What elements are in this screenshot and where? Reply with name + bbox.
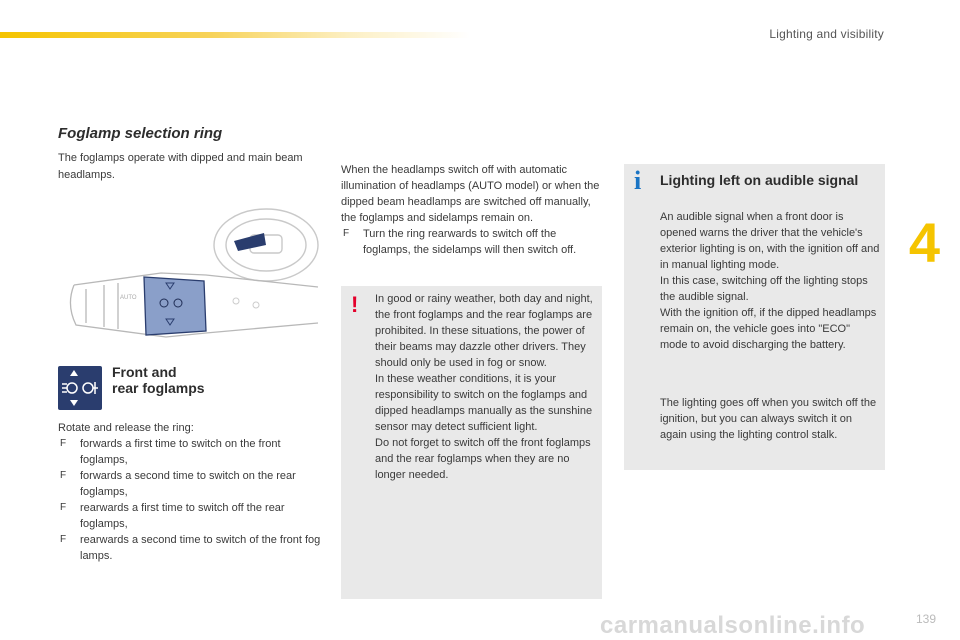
list-item: F forwards a second time to switch on the rear foglamps, <box>60 470 296 498</box>
warning-exclamation-icon: ! <box>351 292 359 317</box>
warning-text: In good or rainy weather, both day and night, the front foglamps and the rear foglamps are prohibited. In these situations, the power of their beams may dazzle other drivers. They should only be used in fog or snow. In these weather conditions, it is your responsibility to switch on the foglamps and dipped headlamps manually as the sunshine sensor may detect sufficient light. Do not forget to switch off the front foglamps and the rear foglamps when they are no longer needed. <box>375 293 593 481</box>
list-item: F forwards a first time to switch on the front foglamps, <box>60 438 281 466</box>
list-item: F rearwards a second time to switch of the front fog lamps. <box>60 534 321 562</box>
section-heading: Foglamp selection ring <box>58 125 223 142</box>
list-item: F rearwards a first time to switch off the rear foglamps, <box>60 502 285 530</box>
bullet-icon: F <box>343 228 350 239</box>
info-heading: Lighting left on audible signal <box>660 172 859 188</box>
auto-headlamp-note <box>341 162 603 258</box>
info-icon: i <box>634 166 642 195</box>
section-intro: The foglamps operate with dipped and main beam headlamps. <box>58 152 303 181</box>
bullet-icon: F <box>60 502 67 513</box>
bullet-icon: F <box>60 438 67 449</box>
stalk-label-auto: AUTO <box>120 295 137 301</box>
rotate-instruction: Rotate and release the ring: <box>58 422 194 434</box>
header-accent-bar <box>0 32 470 38</box>
info-box <box>624 164 885 470</box>
chapter-title: Lighting and visibility <box>769 27 884 41</box>
watermark: carmanualsonline.info <box>600 612 866 639</box>
front-rear-foglamps-heading: Front and rear foglamps <box>112 364 205 396</box>
front-rear-foglamp-icon <box>58 366 102 410</box>
light-stalk-illustration <box>56 205 322 353</box>
page-number: 139 <box>915 612 936 626</box>
bullet-icon: F <box>60 470 67 481</box>
list-item: F Turn the ring rearwards to switch off the foglamps, the sidelamps will then switch off. <box>343 228 577 256</box>
foglamp-steps-list <box>58 436 328 564</box>
stalk-lever <box>234 233 266 251</box>
info-text-secondary: The lighting goes off when you switch off the ignition, but you can always switch it on again using the lighting control stalk. <box>660 397 877 441</box>
info-text: An audible signal when a front door is opened warns the driver that the vehicle's exterior lighting is on, with the ignition off and in manual lighting mode. In this case, switching off the lighting stops the audible signal. With the ignition off, if the dipped headlamps remain on, the vehicle goes into "ECO" mode to avoid discharging the battery. <box>660 211 880 351</box>
warning-box <box>341 286 602 599</box>
chapter-number: 4 <box>908 211 940 274</box>
bullet-icon: F <box>60 534 67 545</box>
auto-headlamp-text: When the headlamps switch off with automatic illumination of headlamps (AUTO model) or when the dipped beam headlamps are switched off manually, the foglamps and sidelamps remain on. <box>341 164 600 224</box>
